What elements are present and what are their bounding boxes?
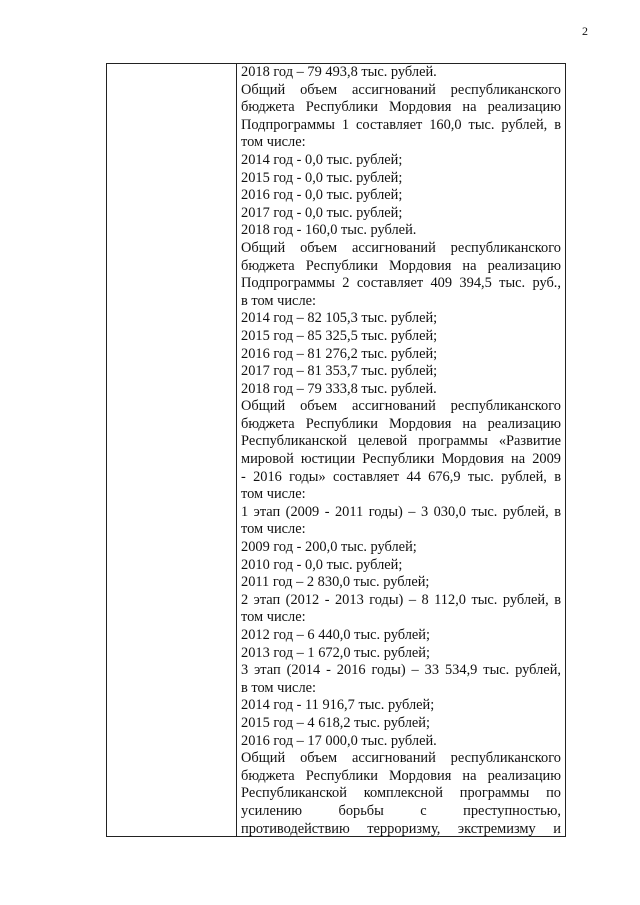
text-line: Подпрограммы 2 составляет 409 394,5 тыс. руб.,	[241, 275, 561, 292]
text-line: 2018 год – 79 493,8 тыс. рублей.	[241, 64, 437, 80]
text-line: Общий объем ассигнований республиканского	[241, 398, 561, 415]
text-line: Общий объем ассигнований республиканского	[241, 239, 561, 256]
text-line: Общий объем ассигнований республиканского	[241, 81, 561, 98]
text-line: бюджета Республики Мордовия на реализацию	[241, 257, 561, 274]
text-line: том числе:	[241, 609, 306, 626]
text-line: 2 этап (2012 - 2013 годы) – 8 112,0 тыс. рублей, в	[241, 591, 561, 608]
text-line: 2016 год – 81 276,2 тыс. рублей;	[241, 345, 438, 362]
text-line: 2016 год - 0,0 тыс. рублей;	[241, 187, 403, 204]
text-line: 2015 год – 4 618,2 тыс. рублей;	[241, 714, 430, 731]
text-line: том числе:	[241, 134, 306, 151]
text-line: 2014 год - 11 916,7 тыс. рублей;	[241, 697, 435, 714]
text-line: Республиканской целевой программы «Развитие	[241, 433, 561, 450]
text-line: 2010 год - 0,0 тыс. рублей;	[241, 556, 403, 573]
text-line: Подпрограммы 1 составляет 160,0 тыс. рублей, в	[241, 116, 561, 133]
text-line: 2018 год – 79 333,8 тыс. рублей.	[241, 380, 437, 397]
text-line: том числе:	[241, 486, 306, 503]
text-line: противодействию терроризму, экстремизму и	[241, 820, 561, 836]
text-line: том числе:	[241, 521, 306, 538]
text-line: - 2016 годы» составляет 44 676,9 тыс. рублей, в	[241, 468, 561, 485]
text-line: бюджета Республики Мордовия на реализацию	[241, 767, 561, 784]
text-line: Республиканской комплексной программы по	[241, 785, 561, 802]
text-line: 2012 год – 6 440,0 тыс. рублей;	[241, 627, 430, 643]
document-table	[106, 63, 566, 837]
text-line: Общий объем ассигнований республиканского	[241, 750, 561, 767]
text-line: 2016 год – 17 000,0 тыс. рублей.	[241, 732, 437, 749]
text-line: 2013 год – 1 672,0 тыс. рублей;	[241, 644, 430, 661]
text-line: в том числе:	[241, 292, 317, 309]
table-right-column	[237, 64, 565, 836]
text-line: 1 этап (2009 - 2011 годы) – 3 030,0 тыс. рублей, в	[241, 503, 561, 520]
text-line: 2009 год - 200,0 тыс. рублей;	[241, 539, 417, 556]
text-line: в том числе:	[241, 679, 317, 696]
text-line: усилению борьбы с преступностью,	[241, 802, 561, 819]
text-line: 2011 год – 2 830,0 тыс. рублей;	[241, 574, 430, 591]
page-number: 2	[582, 24, 588, 38]
text-line: 3 этап (2014 - 2016 годы) – 33 534,9 тыс. рублей,	[241, 662, 561, 679]
text-line: 2015 год – 85 325,5 тыс. рублей;	[241, 327, 438, 344]
text-line: 2014 год - 0,0 тыс. рублей;	[241, 151, 403, 168]
text-line: 2014 год – 82 105,3 тыс. рублей;	[241, 310, 438, 327]
table-left-column	[107, 64, 237, 836]
text-line: бюджета Республики Мордовия на реализацию	[241, 99, 561, 116]
text-line: бюджета Республики Мордовия на реализацию	[241, 415, 561, 432]
text-line: 2017 год - 0,0 тыс. рублей;	[241, 204, 403, 221]
text-line: 2015 год - 0,0 тыс. рублей;	[241, 169, 403, 186]
text-line: 2017 год – 81 353,7 тыс. рублей;	[241, 363, 438, 380]
text-line: 2018 год - 160,0 тыс. рублей.	[241, 222, 417, 239]
text-line: мировой юстиции Республики Мордовия на 2009	[241, 451, 561, 468]
